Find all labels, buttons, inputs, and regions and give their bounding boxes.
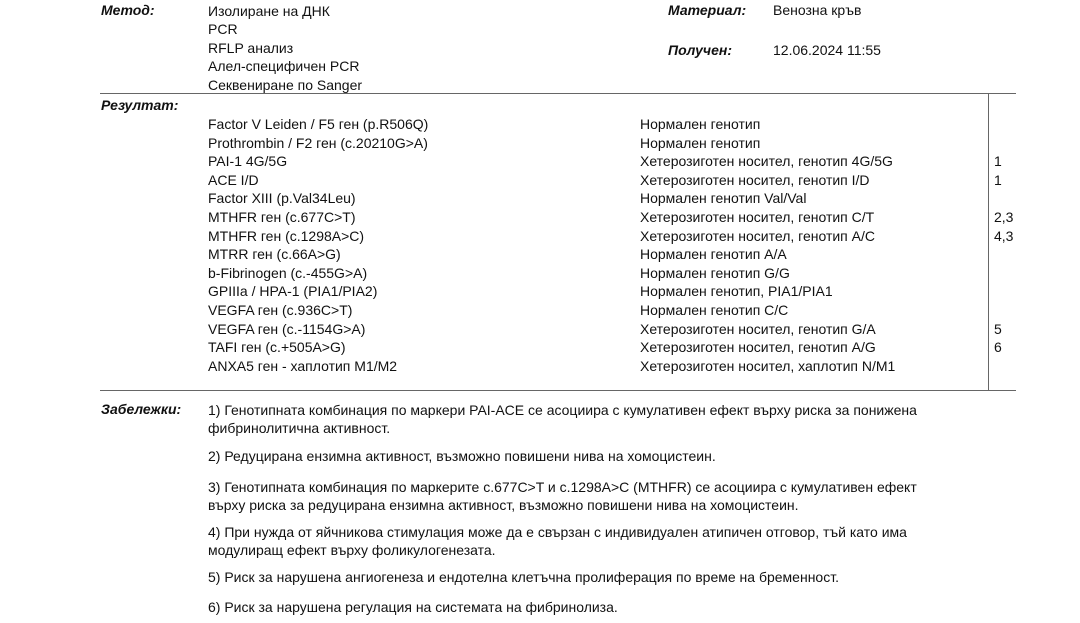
result-value: Хетерозиготен носител, генотип C/T (640, 208, 875, 225)
note-item: 3) Генотипната комбинация по маркерите c.677C>T и c.1298A>C (MTHFR) се асоциира с кумулативен ефект върху риска за редуцирана ензимна активност, възможно повишени нива на хомоцистеин. (208, 479, 917, 513)
method-item: Секвениране по Sanger (208, 76, 363, 93)
marker-name: ANXA5 ген - хаплотип M1/M2 (208, 357, 398, 374)
result-value: Хетерозиготен носител, хаплотип N/M1 (640, 357, 896, 374)
marker-name: VEGFA ген (c.-1154G>A) (208, 320, 366, 337)
result-value: Нормален генотип (640, 116, 761, 132)
material-value: Венозна кръв (773, 2, 862, 18)
result-value: Нормален генотип Val/Val (640, 190, 807, 207)
note-ref: 6 (994, 339, 1002, 356)
marker-name: Factor XIII (p.Val34Leu) (208, 190, 356, 207)
note-ref: 4,3 (994, 227, 1014, 244)
method-item: Изолиране на ДНК (208, 3, 330, 19)
results-label: Резултат: (101, 97, 179, 113)
result-value: Хетерозиготен носител, генотип 4G/5G (640, 153, 893, 170)
result-value: Нормален генотип C/C (640, 301, 789, 318)
marker-name: Factor V Leiden / F5 ген (p.R506Q) (208, 116, 429, 132)
result-value: Нормален генотип, PIA1/PIA1 (640, 283, 833, 300)
note-ref: 1 (994, 171, 1002, 188)
material-label: Материал: (668, 2, 747, 18)
result-value: Хетерозиготен носител, генотип A/C (640, 227, 875, 244)
method-label: Метод: (101, 2, 155, 18)
result-value: Хетерозиготен носител, генотип I/D (640, 171, 870, 188)
divider-bottom (100, 390, 1016, 391)
result-value: Нормален генотип G/G (640, 264, 790, 281)
method-item: PCR (208, 21, 238, 38)
received-label: Получен: (668, 42, 732, 58)
result-value: Нормален генотип (640, 134, 761, 151)
note-ref: 1 (994, 153, 1002, 170)
method-item: RFLP анализ (208, 39, 294, 56)
result-value: Хетерозиготен носител, генотип A/G (640, 339, 876, 356)
marker-name: ACE I/D (208, 171, 259, 188)
note-item: 4) При нужда от яйчникова стимулация може да е свързан с индивидуален атипичен отговор, тъй като има модулиращ ефект върху фоликулогенезата. (208, 524, 907, 558)
received-value: 12.06.2024 11:55 (773, 42, 881, 58)
method-list (208, 2, 362, 94)
notes-list (208, 401, 1008, 616)
marker-name: Prothrombin / F2 ген (c.20210G>A) (208, 134, 428, 151)
note-item: 2) Редуцирана ензимна активност, възможно повишени нива на хомоцистеин. (208, 448, 716, 464)
marker-name: MTHFR ген (c.677C>T) (208, 208, 356, 225)
marker-name: GPIIIa / HPA-1 (PIA1/PIA2) (208, 283, 378, 300)
result-value: Нормален генотип A/A (640, 246, 787, 263)
note-item: 5) Риск за нарушена ангиогенеза и ендотелна клетъчна пролиферация по време на бременност. (208, 569, 839, 585)
divider-notes-column (988, 94, 989, 390)
method-item: Алел-специфичен PCR (208, 58, 360, 75)
marker-name: VEGFA ген (c.936C>T) (208, 301, 353, 318)
note-ref: 5 (994, 320, 1002, 337)
marker-name: TAFI ген (c.+505A>G) (208, 339, 346, 356)
notes-label: Забележки: (101, 401, 182, 417)
marker-name: MTRR ген (c.66A>G) (208, 246, 341, 263)
divider-top (100, 93, 1016, 94)
note-item: 1) Генотипната комбинация по маркери PAI-ACE се асоциира с кумулативен ефект върху риска за понижена фибринолитична активност. (208, 402, 917, 436)
note-ref: 2,3 (994, 208, 1014, 225)
result-value: Хетерозиготен носител, генотип G/A (640, 320, 876, 337)
note-item: 6) Риск за нарушена регулация на системата на фибринолиза. (208, 599, 618, 615)
marker-name: MTHFR ген (c.1298A>C) (208, 227, 365, 244)
marker-name: b-Fibrinogen (c.-455G>A) (208, 264, 368, 281)
marker-name: PAI-1 4G/5G (208, 153, 288, 170)
